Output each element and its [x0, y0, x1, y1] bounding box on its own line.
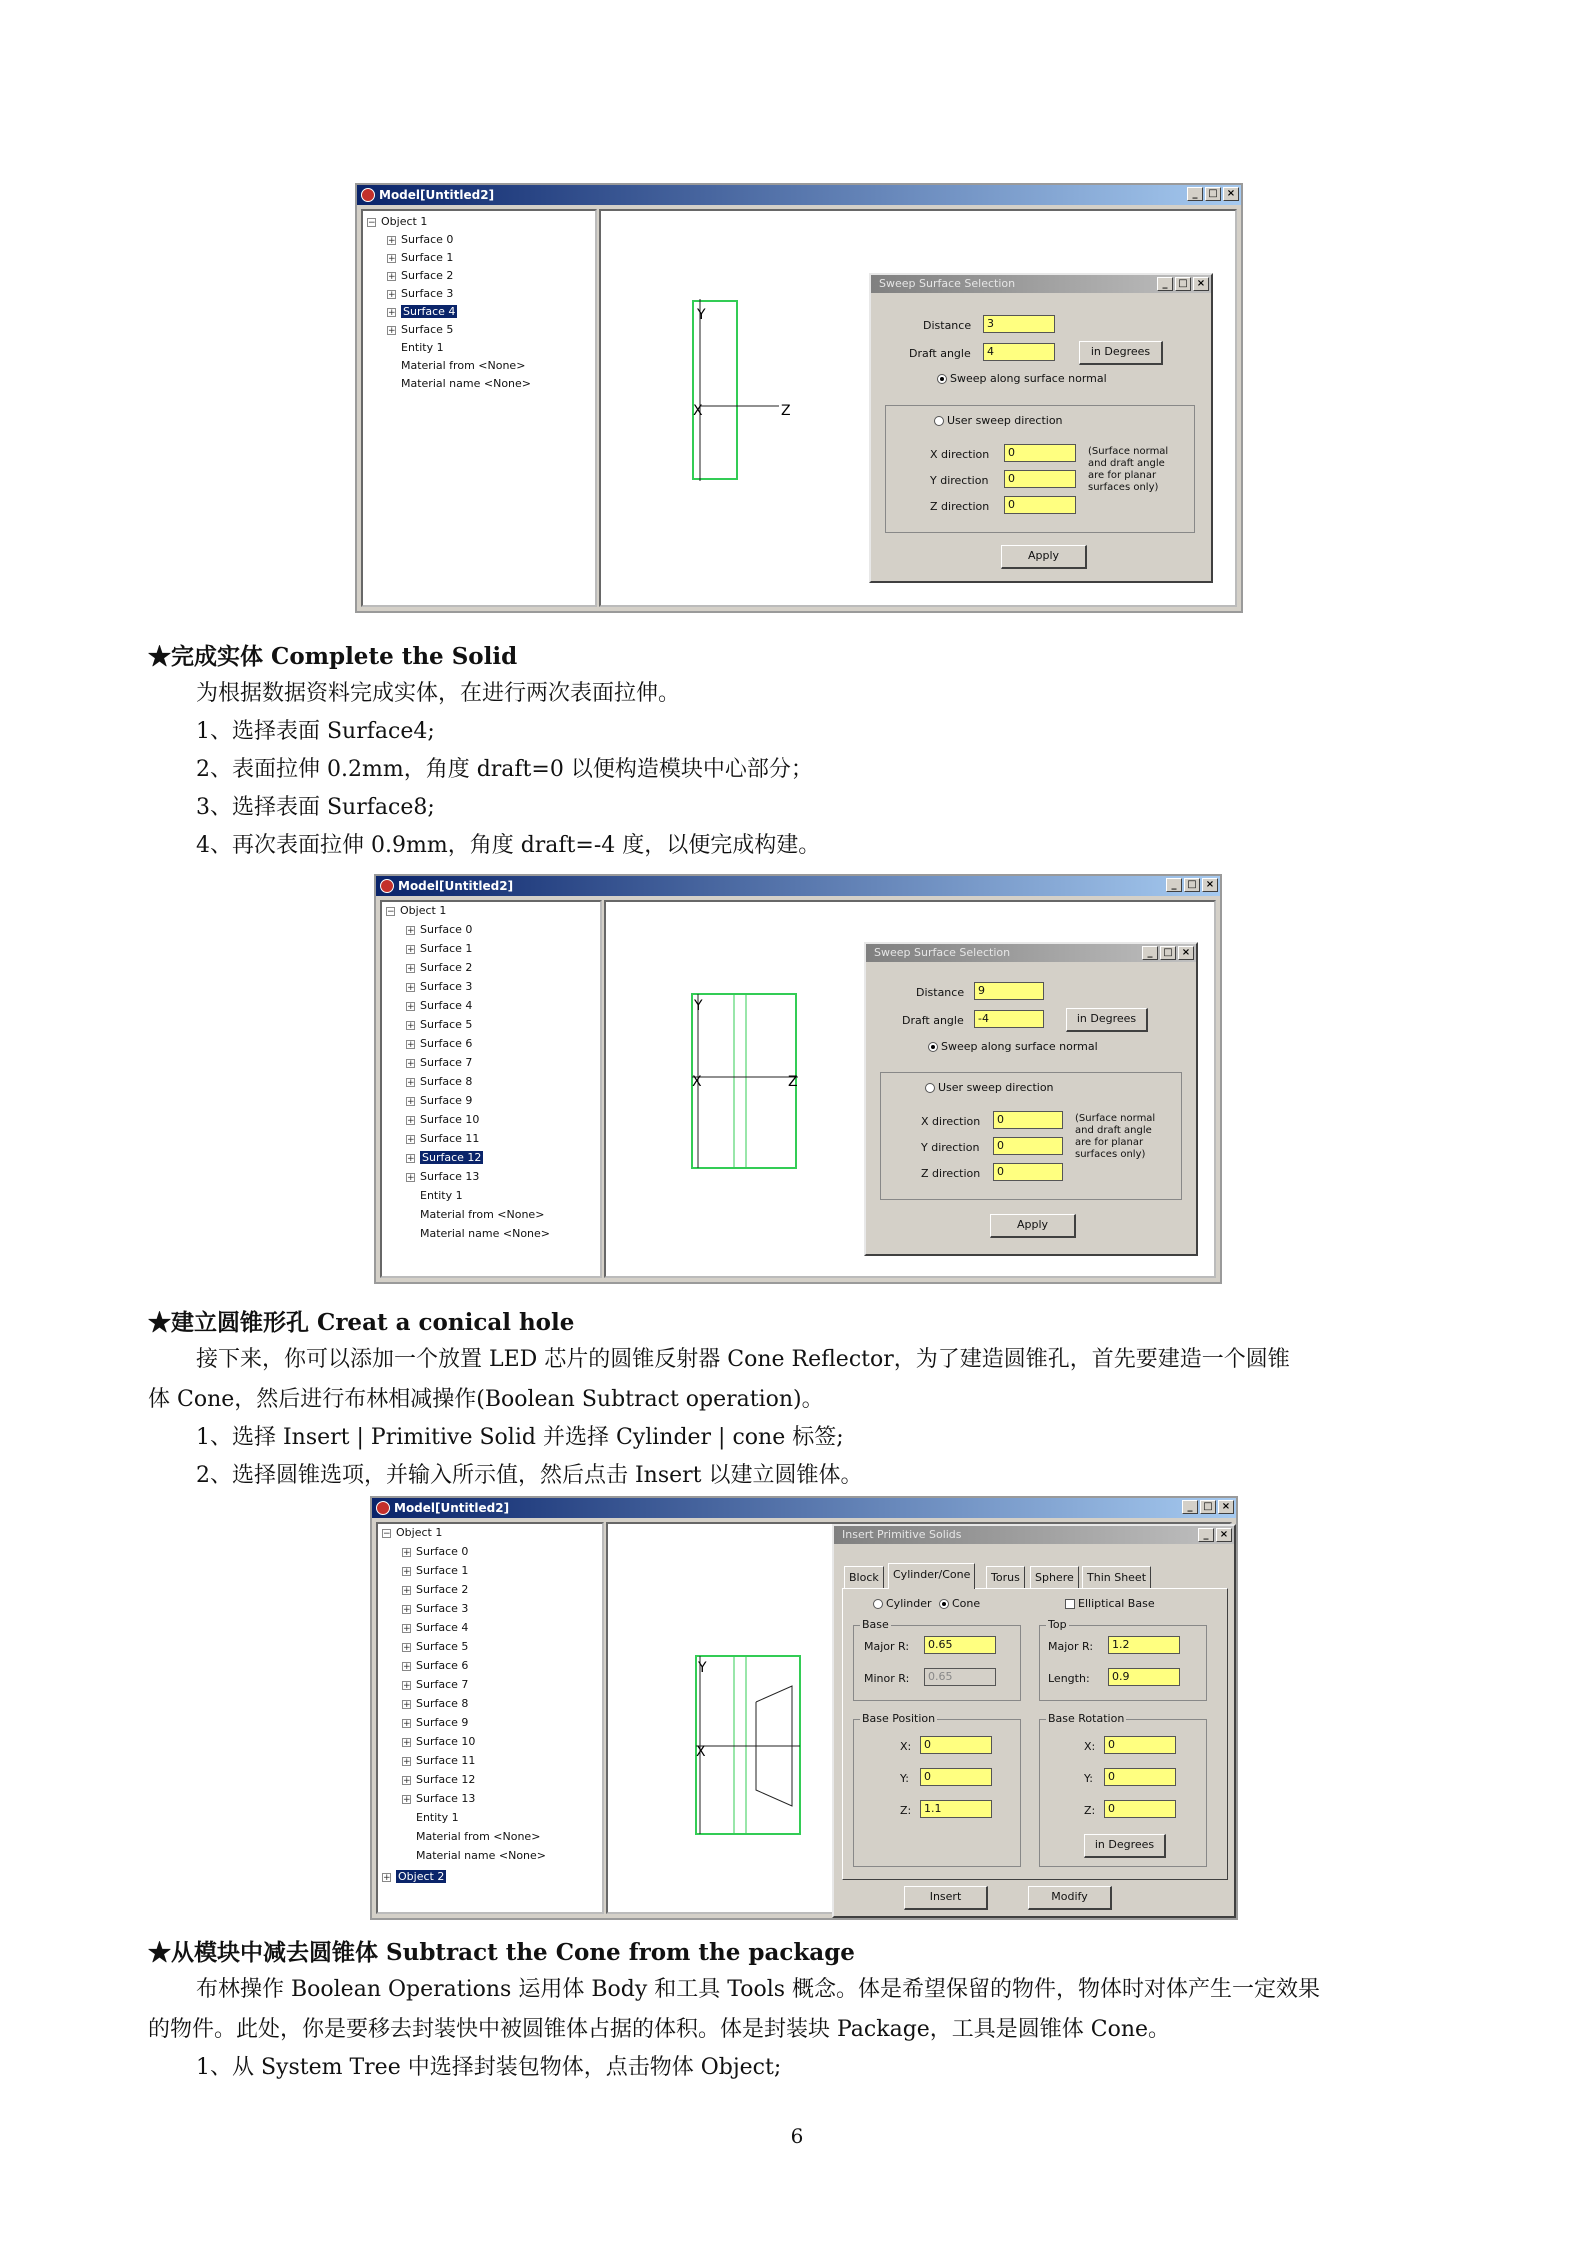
axis-x-label: X	[693, 403, 703, 419]
tree-item[interactable]: Entity 1	[416, 1811, 459, 1824]
x-direction-field[interactable]: 0	[1004, 444, 1076, 462]
x-label: X:	[1084, 1740, 1096, 1753]
axis-y-label: Y	[697, 307, 706, 323]
tree-item[interactable]: Material name <None>	[416, 1849, 547, 1862]
tree-item[interactable]: + Surface 5	[403, 1640, 469, 1653]
system-tree	[361, 209, 597, 607]
tree-item[interactable]: + Surface 7	[403, 1678, 469, 1691]
tree-item[interactable]: + Surface 8	[407, 1075, 473, 1088]
window-title: Model[Untitled2]	[398, 879, 514, 893]
axis-y-label: Y	[698, 1660, 707, 1676]
top-major-label: Major R:	[1048, 1640, 1094, 1653]
paragraph: 体 Cone，然后进行布林相减操作(Boolean Subtract operation)。	[148, 1387, 824, 1412]
tree-item[interactable]: + Surface 13	[407, 1170, 480, 1183]
tree-item[interactable]: + Surface 6	[403, 1659, 469, 1672]
tree-item-selected[interactable]: + Object 2	[383, 1870, 445, 1883]
tree-item[interactable]: + Surface 0	[403, 1545, 469, 1558]
tree-item[interactable]: + Surface 3	[407, 980, 473, 993]
model-window-1	[355, 183, 1243, 613]
tree-item[interactable]: Material name <None>	[420, 1227, 551, 1240]
tree-item[interactable]: + Surface 9	[407, 1094, 473, 1107]
base-major-field[interactable]: 0.65	[924, 1636, 996, 1654]
base-position-x-field[interactable]: 0	[920, 1736, 992, 1754]
insert-primitive-dialog	[832, 1524, 1236, 1918]
z-label: Z:	[1084, 1804, 1096, 1817]
z-label: Z:	[900, 1804, 912, 1817]
close-button[interactable]: ×	[1202, 878, 1218, 892]
base-position-group	[853, 1712, 1021, 1867]
tab-panel	[842, 1588, 1228, 1880]
tree-item[interactable]: + Surface 6	[407, 1037, 473, 1050]
tree-item[interactable]: + Surface 3	[388, 287, 454, 300]
tree-item[interactable]: + Surface 8	[403, 1697, 469, 1710]
model-window-3	[370, 1496, 1238, 1920]
section-heading: ★完成实体 Complete the Solid	[148, 643, 518, 670]
cylinder-radio[interactable]: Cylinder	[873, 1597, 932, 1610]
window-title: Model[Untitled2]	[379, 188, 495, 202]
paragraph: 布林操作 Boolean Operations 运用体 Body 和工具 Tools 概念。体是希望保留的物件，物体时对体产生一定效果	[196, 1977, 1321, 2002]
y-label: Y:	[900, 1772, 909, 1785]
planar-note: (Surface normal and draft angle are for planar surfaces only)	[1075, 1113, 1156, 1160]
paragraph: 接下来，你可以添加一个放置 LED 芯片的圆锥反射器 Cone Reflector，为了建造圆锥孔，首先要建造一个圆锥	[196, 1347, 1290, 1372]
system-tree	[380, 900, 602, 1278]
system-tree	[376, 1522, 604, 1914]
paragraph: 为根据数据资料完成实体，在进行两次表面拉伸。	[196, 681, 681, 706]
minimize-button[interactable]: _	[1182, 1500, 1198, 1514]
minimize-button[interactable]: _	[1187, 187, 1203, 201]
draft-angle-label: Draft angle	[909, 347, 971, 360]
tree-item-selected[interactable]: + Surface 4	[388, 305, 456, 318]
paragraph: 的物件。此处，你是要移去封装快中被圆锥体占据的体积。体是封装块 Package，工具是圆锥体 Cone。	[148, 2017, 1171, 2042]
tree-item[interactable]: + Surface 1	[407, 942, 473, 955]
elliptical-base-checkbox[interactable]: Elliptical Base	[1065, 1597, 1155, 1610]
in-degrees-button[interactable]: in Degrees	[1066, 1008, 1148, 1032]
axis-x-label: X	[692, 1074, 702, 1090]
sweep-surface-dialog	[864, 942, 1198, 1256]
dialog-title: Sweep Surface Selection	[874, 946, 1011, 959]
planar-note: (Surface normal and draft angle are for planar surfaces only)	[1088, 446, 1169, 493]
sweep-normal-radio[interactable]: Sweep along surface normal	[928, 1040, 1098, 1053]
distance-field[interactable]: 9	[974, 982, 1044, 1000]
model-view[interactable]	[599, 209, 1237, 607]
y-label: Y:	[1084, 1772, 1093, 1785]
maximize-button[interactable]: □	[1175, 277, 1191, 291]
z-direction-field[interactable]: 0	[993, 1163, 1063, 1181]
distance-field[interactable]: 3	[983, 315, 1055, 333]
maximize-button[interactable]: □	[1184, 878, 1200, 892]
tree-item[interactable]: − Object 1	[383, 1526, 443, 1539]
tree-item[interactable]: + Surface 0	[388, 233, 454, 246]
tree-item[interactable]: Entity 1	[401, 341, 444, 354]
top-length-field[interactable]: 0.9	[1108, 1668, 1180, 1686]
insert-button[interactable]: Insert	[904, 1886, 988, 1910]
tree-item[interactable]: + Surface 5	[388, 323, 454, 336]
top-length-label: Length:	[1048, 1672, 1090, 1685]
page-number: 6	[790, 2124, 804, 2148]
y-direction-field[interactable]: 0	[993, 1137, 1063, 1155]
tree-item[interactable]: + Surface 1	[388, 251, 454, 264]
y-direction-field[interactable]: 0	[1004, 470, 1076, 488]
distance-label: Distance	[916, 986, 965, 999]
wireframe-block	[696, 1656, 800, 1834]
tab-torus[interactable]: Torus	[986, 1566, 1025, 1588]
user-sweep-radio[interactable]: User sweep direction	[925, 1081, 1054, 1094]
modify-button[interactable]: Modify	[1028, 1886, 1112, 1910]
user-sweep-group	[880, 1072, 1182, 1200]
tree-item[interactable]: − Object 1	[387, 904, 447, 917]
base-label: Base	[862, 1618, 889, 1631]
tree-item[interactable]: + Surface 2	[407, 961, 473, 974]
model-view[interactable]	[604, 900, 1216, 1278]
base-minor-field: 0.65	[924, 1668, 996, 1686]
axis-y-label: Y	[694, 998, 703, 1014]
app-icon	[361, 188, 375, 202]
list-item: 3、选择表面 Surface8;	[196, 795, 435, 820]
x-direction-label: X direction	[921, 1115, 981, 1128]
window-titlebar	[372, 1498, 1236, 1518]
tree-item[interactable]: + Surface 0	[407, 923, 473, 936]
list-item: 2、选择圆锥选项，并输入所示值，然后点击 Insert 以建立圆锥体。	[196, 1463, 863, 1488]
tree-item[interactable]: Material from <None>	[420, 1208, 545, 1221]
draft-angle-field[interactable]: 4	[983, 343, 1055, 361]
dialog-title: Sweep Surface Selection	[879, 277, 1016, 290]
base-position-y-field[interactable]: 0	[920, 1768, 992, 1786]
tree-item[interactable]: + Surface 11	[407, 1132, 480, 1145]
sweep-surface-dialog	[869, 273, 1213, 583]
base-position-label: Base Position	[862, 1712, 936, 1725]
sweep-normal-radio[interactable]: Sweep along surface normal	[937, 372, 1107, 385]
axis-z-label: Z	[781, 403, 791, 419]
tree-item[interactable]: − Object 1	[368, 215, 428, 228]
tab-thin-sheet[interactable]: Thin Sheet	[1082, 1566, 1151, 1588]
maximize-button[interactable]: □	[1160, 946, 1176, 960]
minimize-button[interactable]: _	[1157, 277, 1173, 291]
tree-item[interactable]: + Surface 5	[407, 1018, 473, 1031]
base-rotation-group	[1039, 1712, 1207, 1867]
y-direction-label: Y direction	[930, 474, 989, 487]
base-rotation-y-field[interactable]: 0	[1104, 1768, 1176, 1786]
tree-item[interactable]: + Surface 4	[403, 1621, 469, 1634]
tree-item[interactable]: + Surface 11	[403, 1754, 476, 1767]
close-button[interactable]: ×	[1178, 946, 1194, 960]
tree-item[interactable]: + Surface 2	[388, 269, 454, 282]
tree-item[interactable]: Material name <None>	[401, 377, 532, 390]
minimize-button[interactable]: _	[1166, 878, 1182, 892]
tree-item[interactable]: Entity 1	[420, 1189, 463, 1202]
tree-item[interactable]: + Surface 10	[403, 1735, 476, 1748]
x-label: X:	[900, 1740, 912, 1753]
draft-angle-field[interactable]: -4	[974, 1010, 1044, 1028]
list-item: 4、再次表面拉伸 0.9mm，角度 draft=-4 度，以便完成构建。	[196, 833, 821, 858]
close-button[interactable]: ×	[1223, 187, 1239, 201]
base-group	[853, 1618, 1021, 1701]
apply-button[interactable]: Apply	[1001, 545, 1087, 569]
dialog-title: Insert Primitive Solids	[842, 1528, 962, 1541]
base-rotation-x-field[interactable]: 0	[1104, 1736, 1176, 1754]
list-item: 1、选择表面 Surface4;	[196, 719, 435, 744]
close-button[interactable]: ×	[1193, 277, 1209, 291]
wireframe-block	[692, 994, 796, 1168]
app-icon	[376, 1501, 390, 1515]
maximize-button[interactable]: □	[1205, 187, 1221, 201]
list-item: 2、表面拉伸 0.2mm，角度 draft=0 以便构造模块中心部分；	[196, 757, 813, 782]
tree-item-selected[interactable]: + Surface 12	[407, 1151, 482, 1164]
top-group	[1039, 1618, 1207, 1701]
tree-item[interactable]: + Surface 13	[403, 1792, 476, 1805]
cone-radio[interactable]: Cone	[939, 1597, 980, 1610]
minimize-button[interactable]: _	[1142, 946, 1158, 960]
tab-block[interactable]: Block	[844, 1566, 884, 1588]
user-sweep-radio[interactable]: User sweep direction	[934, 414, 1063, 427]
tab-cylinder-cone[interactable]: Cylinder/Cone	[888, 1563, 975, 1589]
tree-item[interactable]: + Surface 12	[403, 1773, 476, 1786]
user-sweep-group	[885, 405, 1195, 533]
tree-item[interactable]: + Surface 9	[403, 1716, 469, 1729]
tree-item[interactable]: + Surface 2	[403, 1583, 469, 1596]
in-degrees-button[interactable]: in Degrees	[1079, 341, 1163, 365]
apply-button[interactable]: Apply	[990, 1214, 1076, 1238]
tree-item[interactable]: + Surface 1	[403, 1564, 469, 1577]
base-major-label: Major R:	[864, 1640, 910, 1653]
x-direction-label: X direction	[930, 448, 990, 461]
top-major-field[interactable]: 1.2	[1108, 1636, 1180, 1654]
window-title: Model[Untitled2]	[394, 1501, 510, 1515]
distance-label: Distance	[923, 319, 972, 332]
z-direction-label: Z direction	[930, 500, 990, 513]
x-direction-field[interactable]: 0	[993, 1111, 1063, 1129]
tab-sphere[interactable]: Sphere	[1030, 1566, 1079, 1588]
in-degrees-button[interactable]: in Degrees	[1084, 1834, 1166, 1858]
axis-z-label: Z	[788, 1074, 798, 1090]
section-heading: ★建立圆锥形孔 Creat a conical hole	[148, 1309, 575, 1336]
window-titlebar	[357, 185, 1241, 205]
top-label: Top	[1048, 1618, 1067, 1631]
y-direction-label: Y direction	[921, 1141, 980, 1154]
axis-x-label: X	[696, 1744, 706, 1760]
tree-item[interactable]: Material from <None>	[401, 359, 526, 372]
base-rotation-z-field[interactable]: 0	[1104, 1800, 1176, 1818]
model-window-2	[374, 874, 1222, 1284]
list-item: 1、选择 Insert | Primitive Solid 并选择 Cylinder | cone 标签;	[196, 1425, 844, 1450]
close-button[interactable]: ×	[1216, 1528, 1232, 1542]
draft-angle-label: Draft angle	[902, 1014, 964, 1027]
tree-item[interactable]: Material from <None>	[416, 1830, 541, 1843]
tree-item[interactable]: + Surface 7	[407, 1056, 473, 1069]
maximize-button[interactable]: □	[1200, 1500, 1216, 1514]
minimize-button[interactable]: _	[1198, 1528, 1214, 1542]
close-button[interactable]: ×	[1218, 1500, 1234, 1514]
window-titlebar	[376, 876, 1220, 896]
base-minor-label: Minor R:	[864, 1672, 910, 1685]
list-item: 1、从 System Tree 中选择封装包物体，点击物体 Object;	[196, 2055, 782, 2080]
tree-item[interactable]: + Surface 3	[403, 1602, 469, 1615]
z-direction-label: Z direction	[921, 1167, 981, 1180]
base-position-z-field[interactable]: 1.1	[920, 1800, 992, 1818]
section-heading: ★从模块中减去圆锥体 Subtract the Cone from the package	[148, 1939, 855, 1966]
z-direction-field[interactable]: 0	[1004, 496, 1076, 514]
base-rotation-label: Base Rotation	[1048, 1712, 1125, 1725]
tree-item[interactable]: + Surface 4	[407, 999, 473, 1012]
tree-item[interactable]: + Surface 10	[407, 1113, 480, 1126]
app-icon	[380, 879, 394, 893]
